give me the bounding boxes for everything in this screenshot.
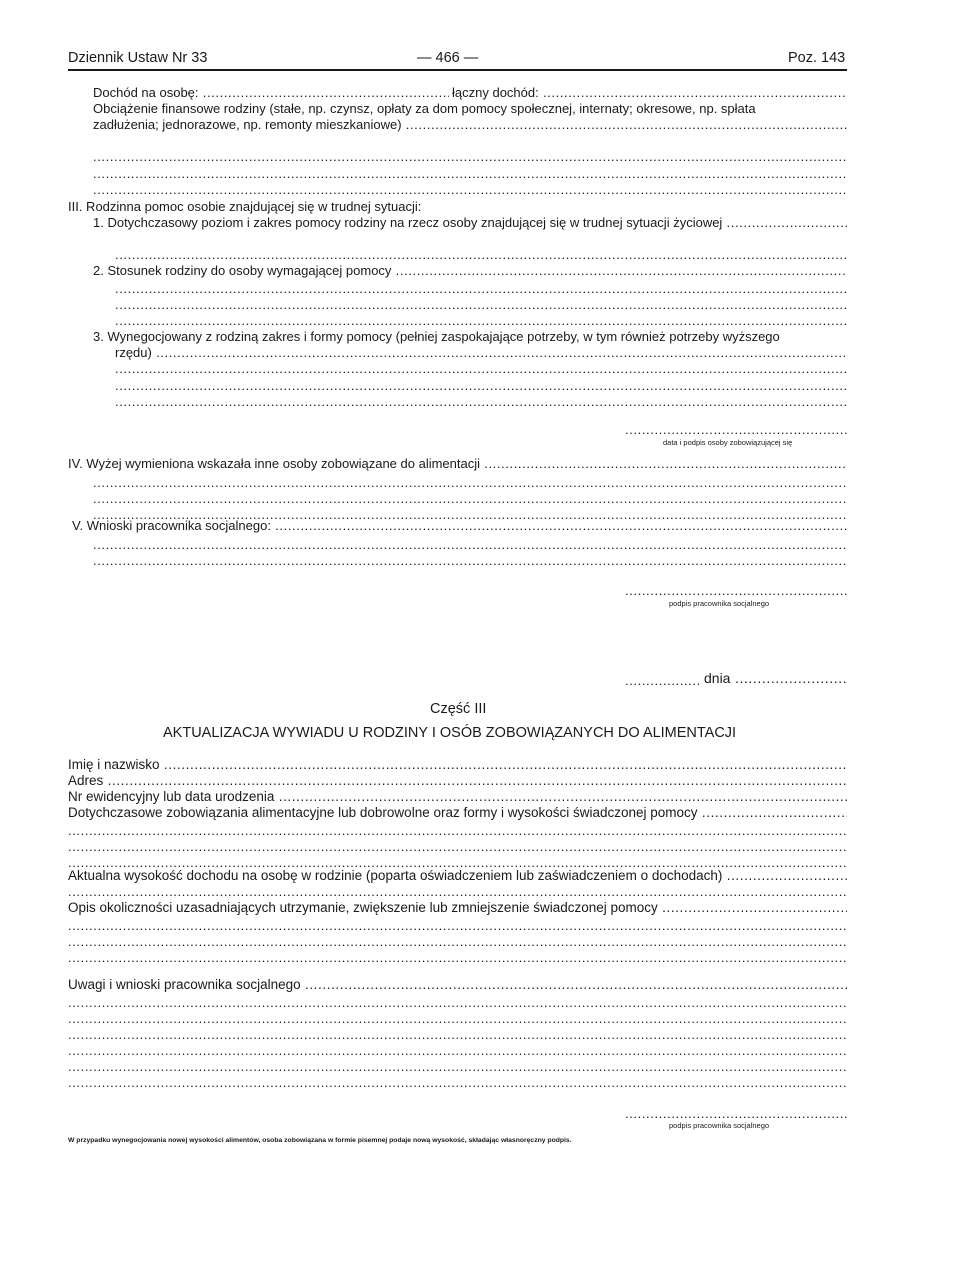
- section-5-field[interactable]: V. Wnioski pracownika socjalnego: .....: [72, 518, 847, 533]
- dotted-line[interactable]: [68, 1043, 847, 1058]
- section-3-heading: III. Rodzinna pomoc osobie znajdującej się w trudnej sytuacji:: [68, 199, 422, 214]
- income-per-person-field[interactable]: Dochód na osobę: .....: [93, 85, 449, 100]
- dotted-line[interactable]: [68, 1011, 847, 1026]
- prior-obligations-field[interactable]: Dotychczasowe zobowiązania alimentacyjne lub dobrowolne oraz formy i wysokości świadczonej pomocy .....: [68, 805, 847, 821]
- part-title: AKTUALIZACJA WYWIADU U RODZINY I OSÓB ZOBOWIĄZANYCH DO ALIMENTACJI: [163, 725, 737, 741]
- signature-line[interactable]: [625, 1106, 847, 1121]
- date-field[interactable]: dnia .....: [704, 671, 847, 686]
- dotted-line[interactable]: [68, 1075, 847, 1090]
- signature-caption: data i podpis osoby zobowiązującej się: [663, 438, 793, 447]
- remarks-field[interactable]: Uwagi i wnioski pracownika socjalnego .....: [68, 977, 847, 993]
- dotted-line[interactable]: [115, 281, 847, 296]
- dotted-line[interactable]: [93, 149, 847, 164]
- total-income-field[interactable]: łączny dochód: .....: [452, 85, 847, 100]
- dotted-line[interactable]: [93, 182, 847, 197]
- id-number-field[interactable]: Nr ewidencyjny lub data urodzenia .....: [68, 789, 847, 805]
- dotted-line[interactable]: [68, 1027, 847, 1042]
- page-number: — 466 —: [417, 50, 479, 66]
- header-rule: [68, 69, 847, 71]
- section-4-field[interactable]: IV. Wyżej wymieniona wskazała inne osoby zobowiązane do alimentacji .....: [68, 456, 847, 471]
- dotted-line[interactable]: [93, 537, 847, 552]
- signature-caption: podpis pracownika socjalnego: [669, 1121, 770, 1130]
- part-label: Część III: [430, 701, 487, 717]
- dotted-line[interactable]: [93, 166, 847, 181]
- address-field[interactable]: Adres .....: [68, 773, 847, 789]
- dotted-line[interactable]: [68, 823, 847, 838]
- dotted-line[interactable]: [93, 491, 847, 506]
- signature-line[interactable]: [625, 422, 847, 437]
- dotted-line[interactable]: [115, 378, 847, 393]
- journal-title: Dziennik Ustaw Nr 33: [68, 50, 208, 66]
- current-income-field[interactable]: Aktualna wysokość dochodu na osobę w rodzinie (poparta oświadczeniem lub zaświadczeniem o dochodach) .....: [68, 868, 847, 884]
- section-3-item-3: 3. Wynegocjowany z rodziną zakres i formy pomocy (pełniej zaspokajające potrzeby, w tym również potrzeby wyższego: [93, 329, 780, 344]
- dotted-line[interactable]: [115, 361, 847, 376]
- dotted-line[interactable]: [115, 297, 847, 312]
- dotted-line[interactable]: [93, 475, 847, 490]
- dotted-line[interactable]: [115, 247, 847, 262]
- footnote: W przypadku wynegocjowania nowej wysokości alimentów, osoba zobowiązana w formie pisemnej podaje nową wysokość, składając własnoręczny podpis.: [68, 1137, 572, 1144]
- date-place-field[interactable]: [625, 673, 699, 688]
- name-field[interactable]: Imię i nazwisko .....: [68, 757, 847, 773]
- dotted-line[interactable]: [68, 995, 847, 1010]
- dotted-line[interactable]: [115, 394, 847, 409]
- section-3-item-2[interactable]: 2. Stosunek rodziny do osoby wymagającej pomocy .....: [93, 263, 847, 278]
- signature-line[interactable]: [625, 583, 847, 598]
- dotted-line[interactable]: [115, 313, 847, 328]
- burden-label: Obciążenie finansowe rodziny (stałe, np. czynsz, opłaty za dom pomocy społecznej, internaty; okresowe, np. spłata: [93, 101, 756, 116]
- dotted-line[interactable]: [68, 839, 847, 854]
- dotted-line[interactable]: [68, 950, 847, 965]
- burden-field[interactable]: zadłużenia; jednorazowe, np. remonty mieszkaniowe) .....: [93, 117, 847, 132]
- circumstances-field[interactable]: Opis okoliczności uzasadniających utrzymanie, zwiększenie lub zmniejszenie świadczonej pomocy .....: [68, 900, 847, 916]
- section-3-item-1[interactable]: 1. Dotychczasowy poziom i zakres pomocy rodziny na rzecz osoby znajdującej się w trudnej sytuacji życiowej .....: [93, 215, 847, 230]
- dotted-line[interactable]: [68, 918, 847, 933]
- dotted-line[interactable]: [68, 884, 847, 899]
- signature-caption: podpis pracownika socjalnego: [669, 599, 770, 608]
- dotted-line[interactable]: [68, 934, 847, 949]
- section-3-item-3-field[interactable]: rzędu) .....: [115, 345, 847, 360]
- dotted-line[interactable]: [93, 553, 847, 568]
- dotted-line[interactable]: [68, 1059, 847, 1074]
- position-number: Poz. 143: [788, 50, 846, 66]
